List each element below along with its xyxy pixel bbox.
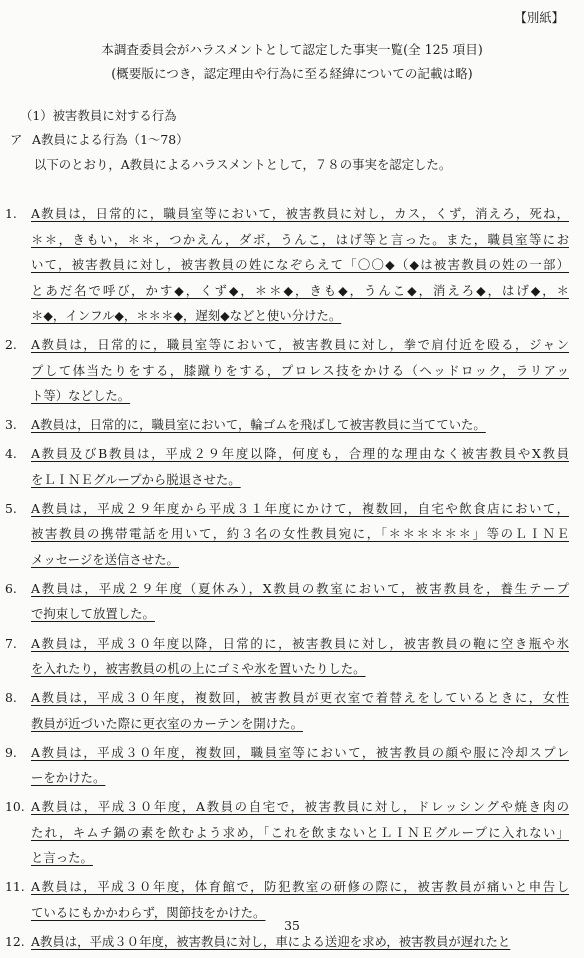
item-text [31,412,569,438]
item-text-line: A教員は，日常的に，職員室において，輪ゴムを飛ばして被害教員に当てていた。 [31,417,486,433]
item-text-line: ているにもかかわらず，関節技をかけた。 [31,904,266,920]
item-text [31,794,569,871]
item-text-line: メッセージを送信させた。 [31,551,179,567]
item-text [31,441,569,492]
item-number: 7. [5,635,17,651]
item-number: 12. [5,934,25,950]
item-text [31,631,569,682]
item-text-line: ト等）などした。 [31,388,131,404]
item-text-line: たれ，キムチ鍋の素を飲むよう求め，「これを飲まないとＬＩＮＥグループに入れない」 [31,824,569,840]
list-item [0,685,584,736]
item-number: 2. [5,337,17,353]
item-text-line: A教員は，日常的に，職員室等において，被害教員に対し，カス，くず，消えろ，死ね， [31,206,569,221]
list-item [0,332,584,409]
title-line-2: (概要版につき，認定理由や行為に至る経緯についての記載は略) [111,66,473,81]
list-item [0,441,584,492]
item-number: 6. [5,580,17,596]
title-line-1: 本調査委員会がハラスメントとして認定した事実一覧(全 125 項目) [101,42,483,57]
subsection-heading [10,128,189,152]
item-number: 8. [5,690,17,706]
item-number: 5. [5,500,17,516]
item-text [31,332,569,409]
subsection-title: A教員による行為（1〜78） [32,132,189,147]
document-title [0,38,584,86]
item-text-line: A教員は，平成３０年度，A教員の自宅で，被害教員に対し，ドレッシングや焼き肉の [31,799,569,815]
item-text-line: A教員は，平成３０年度，複数回，職員室等において，被害教員の顔や服に冷却スプレ [31,744,569,760]
item-text-line: A教員は，平成２９年度（夏休み），X教員の教室において，被害教員を，養生テープ [31,580,569,596]
item-text-line: と言った。 [31,850,93,866]
item-text [31,740,569,791]
list-item [0,576,584,627]
item-number: 1. [5,206,17,221]
list-item [0,631,584,682]
item-text [31,496,569,573]
item-text-line: 教員が近づいた際に更衣室のカーテンを開けた。 [31,715,303,731]
list-item [0,201,584,329]
item-text-line: 被害教員の携帯電話を用いて，約３名の女性教員宛に，「＊＊＊＊＊＊」等のＬＩＮＥ [31,526,569,542]
list-item [0,740,584,791]
fact-list [0,201,584,958]
item-text-line: ーをかけた。 [31,770,106,786]
item-text-line: ＊＊，きもい，＊＊，つかえん，ダボ，うんこ，はげ等と言った。また，職員室等にお [31,231,569,247]
item-text [31,576,569,627]
page-number: 35 [284,918,300,933]
item-text-line: で拘束して放置した。 [31,606,155,622]
list-item [0,412,584,438]
item-text-line: とあだ名で呼び，かす◆，くず◆，＊＊◆，きも◆，うんこ◆，消えろ◆，はげ◆，＊ [31,282,569,298]
list-item [0,794,584,871]
item-text-line: A教員は，平成２９年度から平成３１年度にかけて，複数回，自宅や飲食店において， [31,500,569,516]
item-text-line: A教員は，平成３０年度以降，日常的に，被害教員に対し，被害教員の鞄に空き瓶や氷 [31,635,569,651]
item-text-line: を入れたり，被害教員の机の上にゴミや氷を置いたりした。 [31,661,366,677]
item-text [31,201,569,329]
item-number: 11. [5,879,25,895]
intro-paragraph: 以下のとおり，A教員によるハラスメントとして，７８の事実を認定した。 [34,157,452,172]
item-text-line: ＊◆，インフル◆，＊＊＊◆，遅刻◆などと使い分けた。 [31,308,342,323]
item-text-line: A教員は，日常的に，職員室等において，被害教員に対し，拳で肩付近を殴る，ジャン [31,337,569,353]
section-heading: （1）被害教員に対する行為 [20,108,177,123]
item-number: 10. [5,799,25,815]
item-text-line: いて，被害教員に対し，被害教員の姓になぞらえて「〇〇◆（◆は被害教員の姓の一部） [31,257,569,272]
item-text-line: A教員は，平成３０年度，体育館で，防犯教室の研修の際に，被害教員が痛いと申告し [31,879,569,895]
item-number: 9. [5,744,17,760]
item-text-line: プして体当たりをする，膝蹴りをする，プロレス技をかける（ヘッドロック，ラリアッ [31,362,569,378]
item-text [31,685,569,736]
subsection-marker: ア [10,132,23,147]
item-number: 3. [5,417,17,433]
item-text-line: A教員は，平成３０年度，被害教員に対し，車による送迎を求め，被害教員が遅れたと [31,934,511,950]
item-text-line: A教員は，平成３０年度，複数回，被害教員が更衣室で着替えをしているときに，女性 [31,690,569,706]
item-text-line: A教員及びB教員は，平成２９年度以降，何度も，合理的な理由なく被害教員やX教員 [31,446,569,462]
list-item [0,496,584,573]
attachment-tag: 【別紙】 [514,10,564,25]
item-text-line: をＬＩＮＥグループから脱退させた。 [31,471,241,487]
item-number: 4. [5,446,17,462]
